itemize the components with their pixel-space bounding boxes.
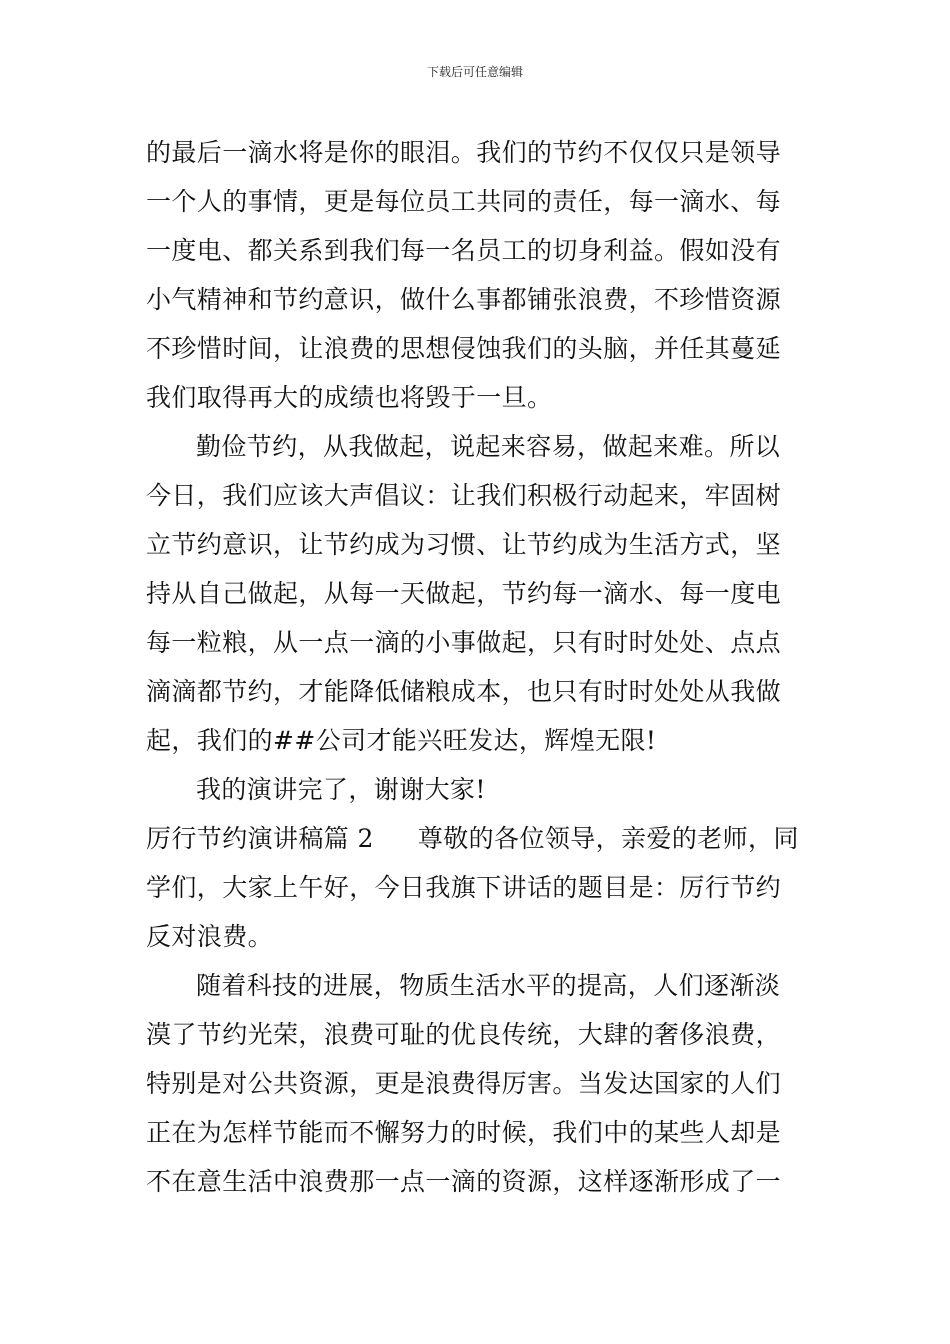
- text-line: 一度电、都关系到我们每一名员工的切身利益。假如没有: [146, 236, 782, 265]
- text-line: 我的演讲完了，谢谢大家!: [196, 775, 486, 804]
- text-line: 起，我们的##公司才能兴旺发达，辉煌无限!: [146, 726, 657, 755]
- text-line: 漠了节约光荣，浪费可耻的优良传统，大肆的奢侈浪费，: [146, 1020, 782, 1049]
- section-heading: 厉行节约演讲稿篇 2: [146, 824, 374, 853]
- document-body: [146, 128, 811, 1206]
- text-line: 小气精神和节约意识，做什么事都铺张浪费，不珍惜资源: [146, 285, 782, 314]
- text-line: 每一粒粮，从一点一滴的小事做起，只有时时处处、点点: [146, 628, 782, 657]
- text-line: 立节约意识，让节约成为习惯、让节约成为生活方式，坚: [146, 530, 782, 559]
- page-header-note: 下载后可任意编辑: [426, 65, 523, 79]
- text-line: 正在为怎样节能而不懈努力的时候，我们中的某些人却是: [146, 1118, 782, 1147]
- text-line: 今日，我们应该大声倡议：让我们积极行动起来，牢固树: [146, 481, 782, 510]
- text-line: 特别是对公共资源，更是浪费得厉害。当发达国家的人们: [146, 1069, 782, 1098]
- text-line: 一个人的事情，更是每位员工共同的责任，每一滴水、每: [146, 187, 782, 216]
- text-line: 滴滴都节约，才能降低储粮成本，也只有时时处处从我做: [146, 677, 782, 706]
- text-line: 学们，大家上午好，今日我旗下讲话的题目是：厉行节约: [146, 873, 782, 902]
- text-line: 持从自己做起，从每一天做起，节约每一滴水、每一度电: [146, 579, 782, 608]
- text-line: 随着科技的进展，物质生活水平的提高，人们逐渐淡: [196, 971, 781, 1000]
- section-heading-line: [146, 814, 811, 863]
- text-line: 不在意生活中浪费那一点一滴的资源，这样逐渐形成了一: [146, 1167, 782, 1196]
- text-line: 反对浪费。: [146, 922, 274, 951]
- text-line: 我们取得再大的成绩也将毁于一旦。: [146, 383, 553, 412]
- text-line: 的最后一滴水将是你的眼泪。我们的节约不仅仅只是领导: [146, 138, 782, 167]
- text-line: 勤俭节约，从我做起，说起来容易，做起来难。所以: [196, 432, 781, 461]
- greeting-text: 尊敬的各位领导，亲爱的老师，同: [417, 824, 799, 853]
- text-line: 不珍惜时间，让浪费的思想侵蚀我们的头脑，并任其蔓延: [146, 334, 782, 363]
